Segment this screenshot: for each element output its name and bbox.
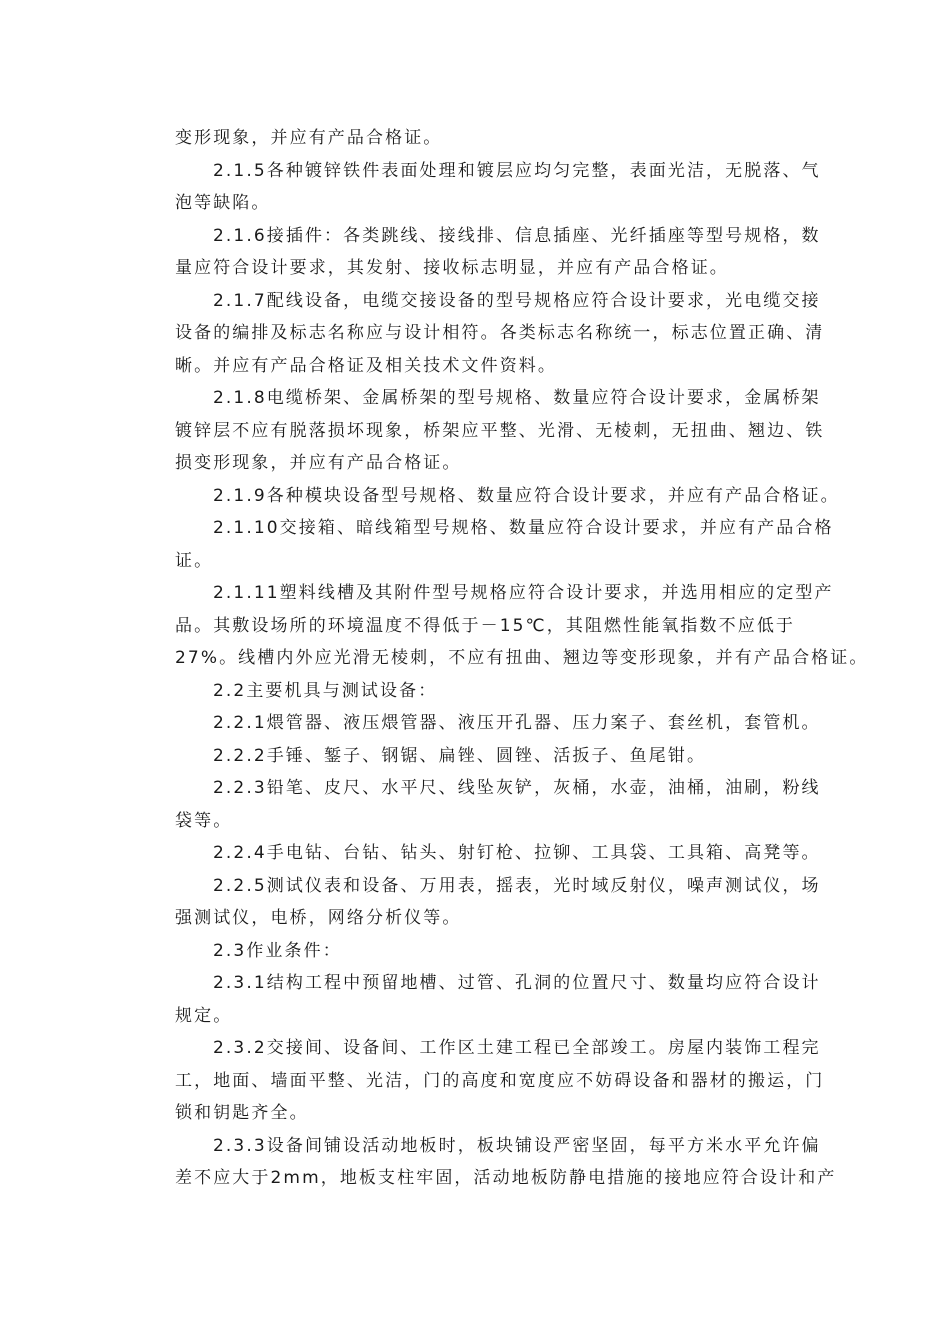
text-line: 2.2.2手锤、錾子、钢锯、扁锉、圆锉、活扳子、鱼尾钳。	[213, 746, 707, 766]
text-line: 规定。	[175, 1006, 233, 1026]
text-line: 强测试仪，电桥，网络分析仪等。	[175, 908, 462, 928]
text-line: 泡等缺陷。	[175, 193, 271, 213]
text-line: 袋等。	[175, 811, 233, 831]
text-line: 2.2.3铅笔、皮尺、水平尺、线坠灰铲，灰桶，水壶，油桶，油刷，粉线	[213, 778, 821, 798]
text-line: 2.3.1结构工程中预留地槽、过管、孔洞的位置尺寸、数量均应符合设计	[213, 973, 821, 993]
text-line: 证。	[175, 551, 214, 571]
text-line: 锁和钥匙齐全。	[175, 1103, 309, 1123]
text-line: 损变形现象，并应有产品合格证。	[175, 453, 462, 473]
text-line: 2.1.10交接箱、暗线箱型号规格、数量应符合设计要求，并应有产品合格	[213, 518, 834, 538]
section-heading: 2.3作业条件：	[213, 941, 342, 961]
text-line: 2.1.8电缆桥架、金属桥架的型号规格、数量应符合设计要求，金属桥架	[213, 388, 821, 408]
text-line: 设备的编排及标志名称应与设计相符。各类标志名称统一，标志位置正确、清	[175, 323, 825, 343]
text-line: 2.2.5测试仪表和设备、万用表，摇表，光时域反射仪，噪声测试仪，场	[213, 876, 821, 896]
text-line: 镀锌层不应有脱落损坏现象，桥架应平整、光滑、无棱刺，无扭曲、翘边、铁	[175, 421, 825, 441]
text-line: 2.2.1煨管器、液压煨管器、液压开孔器、压力案子、套丝机，套管机。	[213, 713, 821, 733]
text-line: 量应符合设计要求，其发射、接收标志明显，并应有产品合格证。	[175, 258, 729, 278]
text-line: 差不应大于2mm，地板支柱牢固，活动地板防静电措施的接地应符合设计和产	[175, 1168, 837, 1188]
text-line: 晰。并应有产品合格证及相关技术文件资料。	[175, 356, 557, 376]
text-line: 2.3.2交接间、设备间、工作区土建工程已全部竣工。房屋内装饰工程完	[213, 1038, 821, 1058]
text-line: 品。其敷设场所的环境温度不得低于－15℃，其阻燃性能氧指数不应低于	[175, 616, 796, 636]
text-line: 27%。线槽内外应光滑无棱刺，不应有扭曲、翘边等变形现象，并有产品合格证。	[175, 648, 869, 668]
text-line: 2.1.9各种模块设备型号规格、数量应符合设计要求，并应有产品合格证。	[213, 486, 840, 506]
text-line: 2.1.7配线设备，电缆交接设备的型号规格应符合设计要求，光电缆交接	[213, 291, 821, 311]
text-line: 2.3.3设备间铺设活动地板时，板块铺设严密坚固，每平方米水平允许偏	[213, 1136, 821, 1156]
text-line: 2.1.5各种镀锌铁件表面处理和镀层应均匀完整，表面光洁，无脱落、气	[213, 161, 821, 181]
text-line: 2.2.4手电钻、台钻、钻头、射钉枪、拉铆、工具袋、工具箱、高凳等。	[213, 843, 821, 863]
text-line: 工，地面、墙面平整、光洁，门的高度和宽度应不妨碍设备和器材的搬运，门	[175, 1071, 825, 1091]
text-line: 变形现象，并应有产品合格证。	[175, 128, 443, 148]
section-heading: 2.2主要机具与测试设备：	[213, 681, 438, 701]
text-line: 2.1.6接插件：各类跳线、接线排、信息插座、光纤插座等型号规格，数	[213, 226, 821, 246]
text-line: 2.1.11塑料线槽及其附件型号规格应符合设计要求，并选用相应的定型产	[213, 583, 834, 603]
